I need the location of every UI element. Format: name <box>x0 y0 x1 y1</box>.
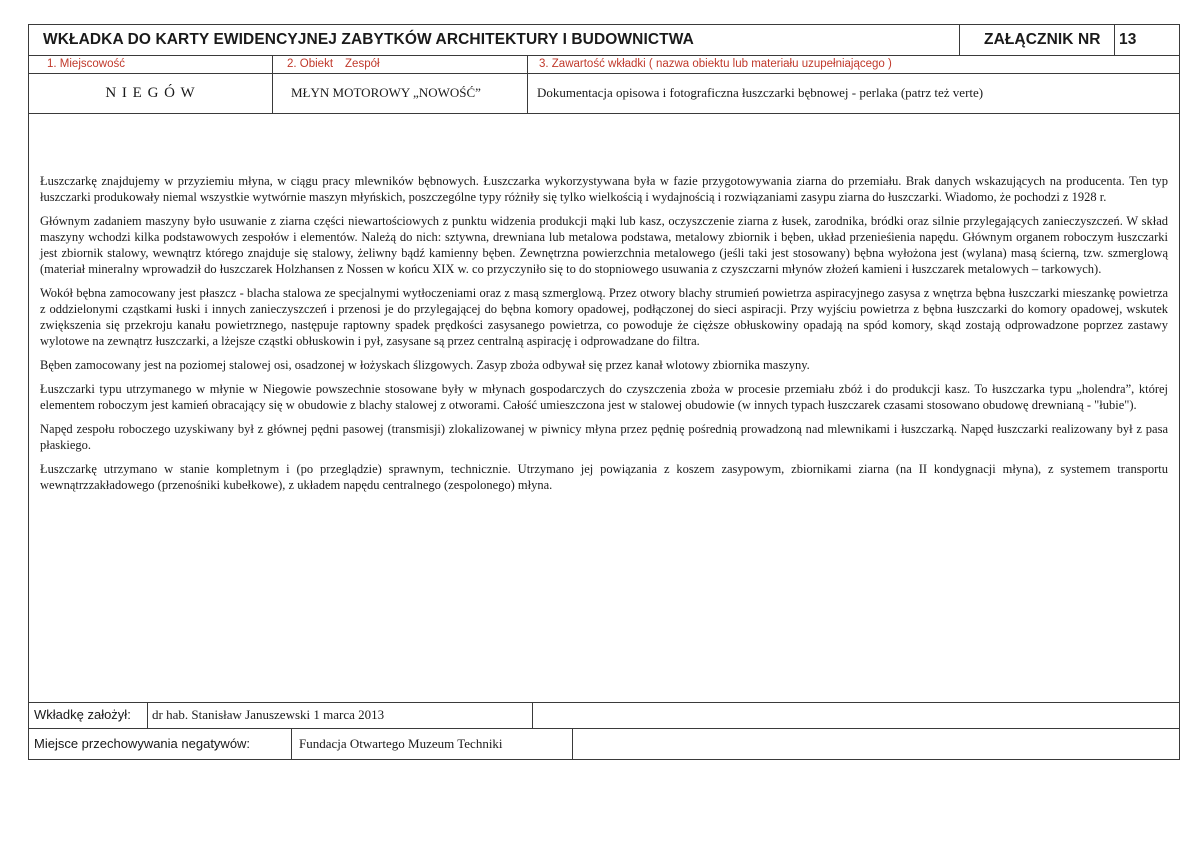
header-row <box>29 25 1179 55</box>
storage-value: Fundacja Otwartego Muzeum Techniki <box>299 736 503 751</box>
content-label: 3. Zawartość wkładki ( nazwa obiektu lub materiału uzupełniającego ) <box>539 58 892 70</box>
storage-row <box>29 729 1179 760</box>
locality-label: 1. Miejscowość <box>47 58 125 70</box>
sheet-title: WKŁADKA DO KARTY EWIDENCYJNEJ ZABYTKÓW ARCHITEKTURY I BUDOWNICTWA <box>43 31 694 48</box>
storage-label: Miejsce przechowywania negatywów: <box>34 736 251 751</box>
annex-number: 13 <box>1119 31 1137 48</box>
paragraph: Łuszczarkę znajdujemy w przyziemiu młyna, w ciągu pracy mlewników bębnowych. Łuszczarka wykorzystywana była w fazie przygotowywania ziarna do przemiału. Brak danych wskazujących na producenta. Ten typ łuszczarki produkowały niemal wszystkie wytwórnie maszyn młyńskich, poszczególne typy różniły się tylko wielkością i wydajnością i rozwiązaniami zasypu ziarna do łuszczarki. Wiadomo, że pochodzi z 1928 r. <box>40 174 1168 204</box>
object-value: MŁYN MOTOROWY „NOWOŚĆ” <box>291 85 481 100</box>
field-labels-row <box>29 56 1179 73</box>
record-sheet <box>28 24 1180 760</box>
object-label <box>287 56 527 73</box>
paragraph: Bęben zamocowany jest na poziomej stalowej osi, osadzonej w łożyskach ślizgowych. Zasyp zboża odbywał się przez kanał wlotowy zbiornika maszyny. <box>40 358 810 372</box>
field-values-row <box>29 74 1179 113</box>
paragraph: Wokół bębna zamocowany jest płaszcz - blacha stalowa ze specjalnymi wytłoczeniami oraz z masą szmerglową. Przez otwory blachy strumień powietrza aspiracyjnego zasysa z wnętrza bębna łuszczarki mieszankę powietrza z oddzielonymi cząstkami łuski i innych zanieczyszczeń i przenosi je do przylegającej do bębna komory opadowej, podłączonej do sieci aspiracji. Przy wyjściu powietrza z bębna łuszczarki do komory opadowej, wskutek zwiększenia się przekroju kanału powietrznego, następuje raptowny spadek prędkości zasysanego powietrza, co powoduje że cięższe obłuskowiny opadają na spód komory, skąd zostają odprowadzone poprzez zastawy wylotowe na zewnątrz łuszczarki, a lżejsze cząstki obłuskowin i pył, zasysane są przez centralną aspirację i odprowadzane do filtra. <box>40 286 1168 348</box>
content-value: Dokumentacja opisowa i fotograficzna łuszczarki bębnowej - perlaka (patrz też verte) <box>537 85 984 100</box>
complex-label-text: Zespół <box>345 58 380 70</box>
locality-value: N I E G Ó W <box>105 85 196 101</box>
paragraph: Łuszczarki typu utrzymanego w młynie w Niegowie powszechnie stosowane były w młynach gospodarczych do czyszczenia zboża w procesie przemiału zbóż i do produkcji kasz. To łuszczarka typu „holendra”, której elementem roboczym jest kamień obracający się w obudowie z blachy stalowej z otworami. Całość umieszczona jest w stalowej obudowie (w innych typach łuszczarek czasami stosowano obudowę drewnianą - "łubie"). <box>40 382 1168 412</box>
paragraph: Napęd zespołu roboczego uzyskiwany był z głównej pędni pasowej (transmisji) zlokalizowanej w piwnicy młyna przez pędnię pośrednią prowadzoną nad mlewnikami i łuszczarką. Napęd łuszczarki realizowany był z pasa płaskiego. <box>40 422 1168 452</box>
annex-label: ZAŁĄCZNIK NR <box>984 31 1101 48</box>
author-row <box>29 703 1179 728</box>
paragraph: Głównym zadaniem maszyny było usuwanie z ziarna części niewartościowych z punktu widzenia produkcji mąki lub kasz, oczyszczenie ziarna z łusek, zarodnika, bródki oraz silnie przylegających zanieczyszczeń. W skład maszyny wchodzi kilka podstawowych zespołów i elementów. Należą do nich: sztywna, drewniana lub metalowa podstawa, metalowy zbiornik i bęben, układ przenieśienia napędu. Głównym organem roboczym łuszczarki jest zbiornik stalowy, wewnątrz którego znajduje się stalowy, żeliwny bądź kamienny bęben. Zewnętrzna powierzchnia metalowego (jeśli taki jest stosowany) bębna wyłożona jest (wylana) masą ścierną, tzw. szmerglową (materiał mineralny wprowadził do łuszczarek Holzhansen z Nossen w końcu XIX w. co przyczyniło się to do stopniowego usuwania z czyszczarni młynów złożeń kamieni i łuszczarek metalowych – tarkowych). <box>40 214 1168 276</box>
description-body <box>40 173 1168 501</box>
paragraph: Łuszczarkę utrzymano w stanie kompletnym i (po przeglądzie) sprawnym, technicznie. Utrzymano jej powiązania z koszem zasypowym, zbiornikami ziarna (na II kondygnacji młyna), z systemem transportu wewnątrzzakładowego (przenośniki kubełkowe), z układem napędu centralnego (zespolonego) młyna. <box>40 462 1168 492</box>
author-label: Wkładkę założył: <box>34 707 131 722</box>
author-value: dr hab. Stanisław Januszewski 1 marca 2013 <box>152 707 385 722</box>
object-label-text: 2. Obiekt <box>287 58 334 70</box>
